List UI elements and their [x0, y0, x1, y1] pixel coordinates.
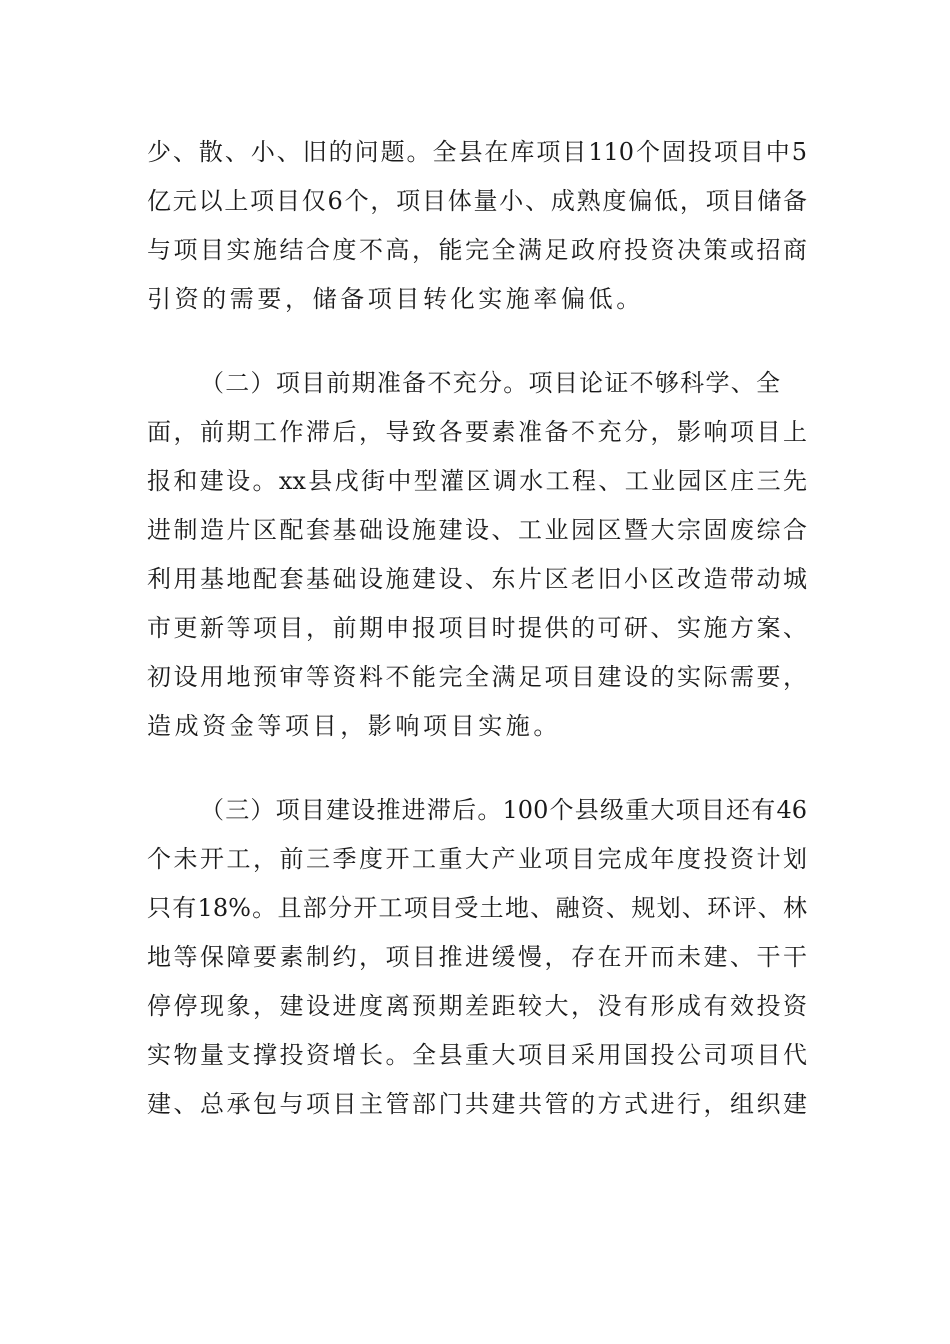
paragraph-2-line-4: 进制造片区配套基础设施建设、工业园区暨大宗固废综合	[147, 516, 807, 544]
paragraph-3-line-7: 建、总承包与项目主管部门共建共管的方式进行，组织建	[147, 1090, 807, 1118]
paragraph-2-line-7: 初设用地预审等资料不能完全满足项目建设的实际需要，	[147, 663, 807, 691]
paragraph-3-line-2: 个未开工，前三季度开工重大产业项目完成年度投资计划	[147, 845, 807, 873]
paragraph-3-line-5: 停停现象，建设进度离预期差距较大，没有形成有效投资	[147, 992, 807, 1020]
paragraph-2-line-5: 利用基地配套基础设施建设、东片区老旧小区改造带动城	[147, 565, 807, 593]
paragraph-2-line-6: 市更新等项目，前期申报项目时提供的可研、实施方案、	[147, 614, 807, 642]
paragraph-2-line-8: 造成资金等项目，影响项目实施。	[147, 712, 561, 740]
paragraph-3-line-1: （三）项目建设推进滞后。100个县级重大项目还有46	[200, 796, 807, 824]
paragraph-3-line-6: 实物量支撑投资增长。全县重大项目采用国投公司项目代	[147, 1041, 807, 1069]
paragraph-3-line-3: 只有18%。且部分开工项目受土地、融资、规划、环评、林	[147, 894, 807, 922]
paragraph-1-line-2: 亿元以上项目仅6个，项目体量小、成熟度偏低，项目储备	[147, 187, 807, 215]
paragraph-2-line-3: 报和建设。xx县戌街中型灌区调水工程、工业园区庄三先	[147, 467, 807, 495]
paragraph-2-line-2: 面，前期工作滞后，导致各要素准备不充分，影响项目上	[147, 418, 807, 446]
paragraph-1-line-3: 与项目实施结合度不高，能完全满足政府投资决策或招商	[147, 236, 807, 264]
paragraph-1-line-1: 少、散、小、旧的问题。全县在库项目110个固投项目中5	[147, 138, 807, 166]
paragraph-1-line-4: 引资的需要，储备项目转化实施率偏低。	[147, 285, 644, 313]
paragraph-3-line-4: 地等保障要素制约，项目推进缓慢，存在开而未建、干干	[147, 943, 807, 971]
paragraph-2-line-1: （二）项目前期准备不充分。项目论证不够科学、全	[200, 369, 780, 397]
